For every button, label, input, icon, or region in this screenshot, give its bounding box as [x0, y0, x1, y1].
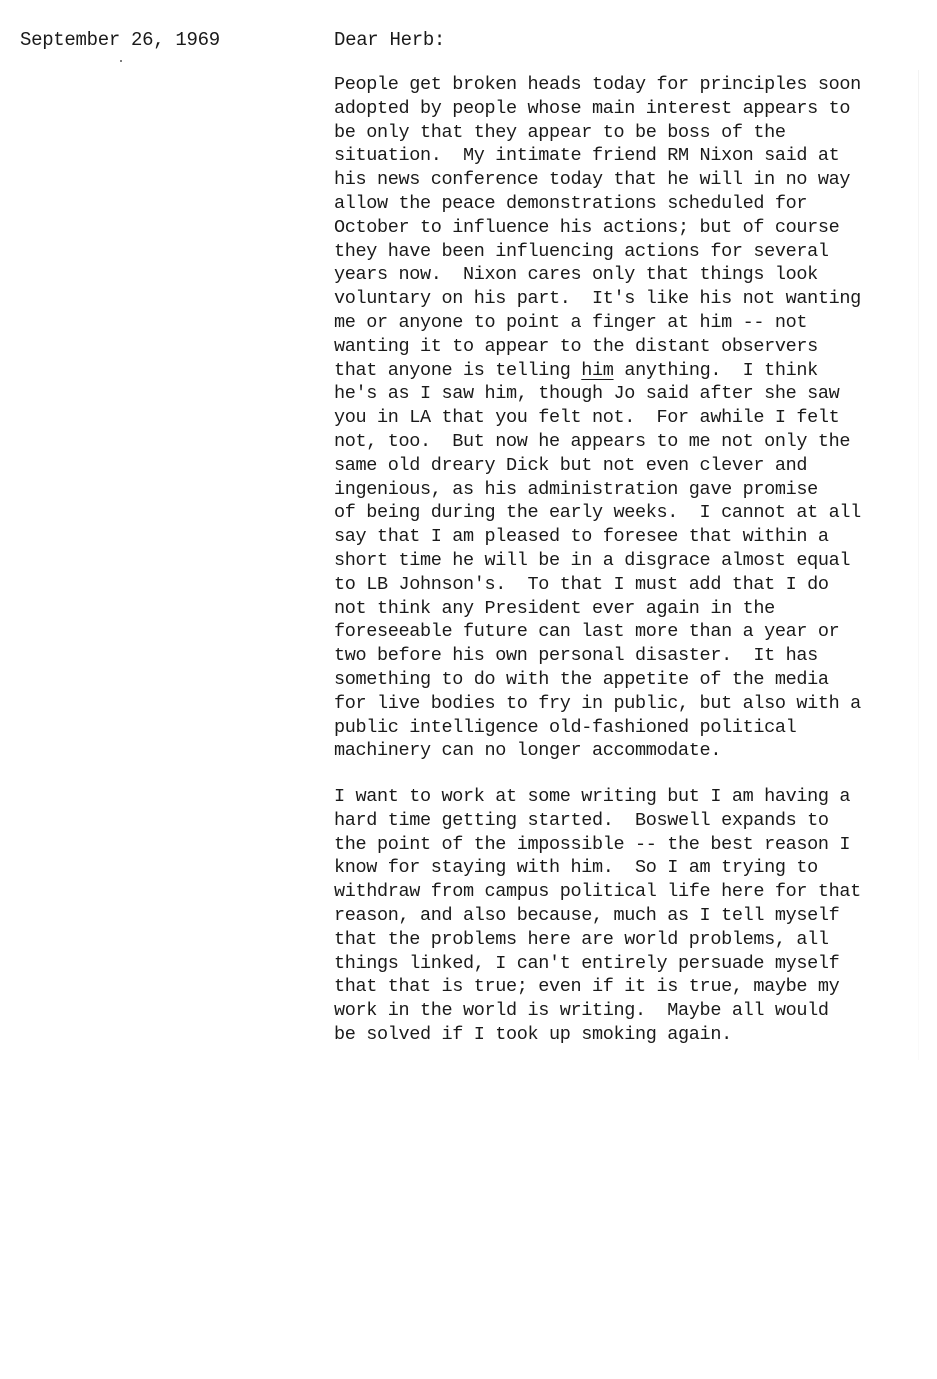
text-line: years now. Nixon cares only that things look	[334, 264, 818, 286]
text-line: for live bodies to fry in public, but also with a	[334, 692, 861, 714]
page-edge-shadow	[918, 70, 919, 1060]
text-line: same old dreary Dick but not even clever and	[334, 454, 808, 476]
text-line: withdraw from campus political life here for that	[334, 881, 861, 903]
text-line: allow the peace demonstrations scheduled for	[334, 192, 808, 214]
underlined-word: him	[581, 359, 614, 381]
text-line: short time he will be in a disgrace almost equal	[334, 549, 851, 571]
letter-salutation: Dear Herb:	[334, 29, 446, 51]
text-line: work in the world is writing. Maybe all would	[334, 1000, 829, 1022]
text-line: know for staying with him. So I am trying to	[334, 857, 818, 879]
text-line: be solved if I took up smoking again.	[334, 1023, 732, 1045]
text-line: situation. My intimate friend RM Nixon said at	[334, 145, 840, 167]
paragraph-1	[334, 73, 924, 763]
text-line: the point of the impossible -- the best reason I	[334, 833, 851, 855]
paper-speck	[120, 60, 122, 62]
text-line: of being during the early weeks. I cannot at all	[334, 502, 861, 524]
text-line: October to influence his actions; but of course	[334, 216, 840, 238]
text-line: not think any President ever again in the	[334, 597, 775, 619]
text-line: not, too. But now he appears to me not only the	[334, 430, 851, 452]
text-line: that that is true; even if it is true, maybe my	[334, 976, 840, 998]
text-line: you in LA that you felt not. For awhile I felt	[334, 407, 840, 429]
text-line	[334, 359, 924, 383]
text-line: voluntary on his part. It's like his not wanting	[334, 288, 861, 310]
text-line: two before his own personal disaster. It has	[334, 645, 818, 667]
text-line: public intelligence old-fashioned political	[334, 716, 797, 738]
text-line: me or anyone to point a finger at him -- not	[334, 311, 808, 333]
text-line: that the problems here are world problems, all	[334, 928, 829, 950]
text-line: hard time getting started. Boswell expands to	[334, 809, 829, 831]
text-line: ingenious, as his administration gave promise	[334, 478, 818, 500]
letter-date: September 26, 1969	[20, 29, 220, 51]
text-line: People get broken heads today for principles soon	[334, 74, 861, 95]
text-line: his news conference today that he will in no way	[334, 169, 851, 191]
text-line: they have been influencing actions for several	[334, 240, 829, 262]
text-line: foreseeable future can last more than a year or	[334, 621, 840, 643]
text-segment: anything. I think	[613, 359, 818, 381]
text-line: say that I am pleased to foresee that within a	[334, 526, 829, 548]
text-line: reason, and also because, much as I tell myself	[334, 904, 840, 926]
text-line: machinery can no longer accommodate.	[334, 740, 722, 762]
text-line: be only that they appear to be boss of the	[334, 121, 786, 143]
text-line: things linked, I can't entirely persuade myself	[334, 952, 840, 974]
text-line: I want to work at some writing but I am having a	[334, 786, 851, 807]
text-line: to LB Johnson's. To that I must add that I do	[334, 573, 829, 595]
text-line: wanting it to appear to the distant observers	[334, 335, 818, 357]
text-line: something to do with the appetite of the media	[334, 668, 829, 690]
text-segment: that anyone is telling	[334, 359, 582, 381]
text-line: he's as I saw him, though Jo said after she saw	[334, 383, 840, 405]
paragraph-2	[334, 785, 924, 1047]
text-line: adopted by people whose main interest appears to	[334, 97, 851, 119]
